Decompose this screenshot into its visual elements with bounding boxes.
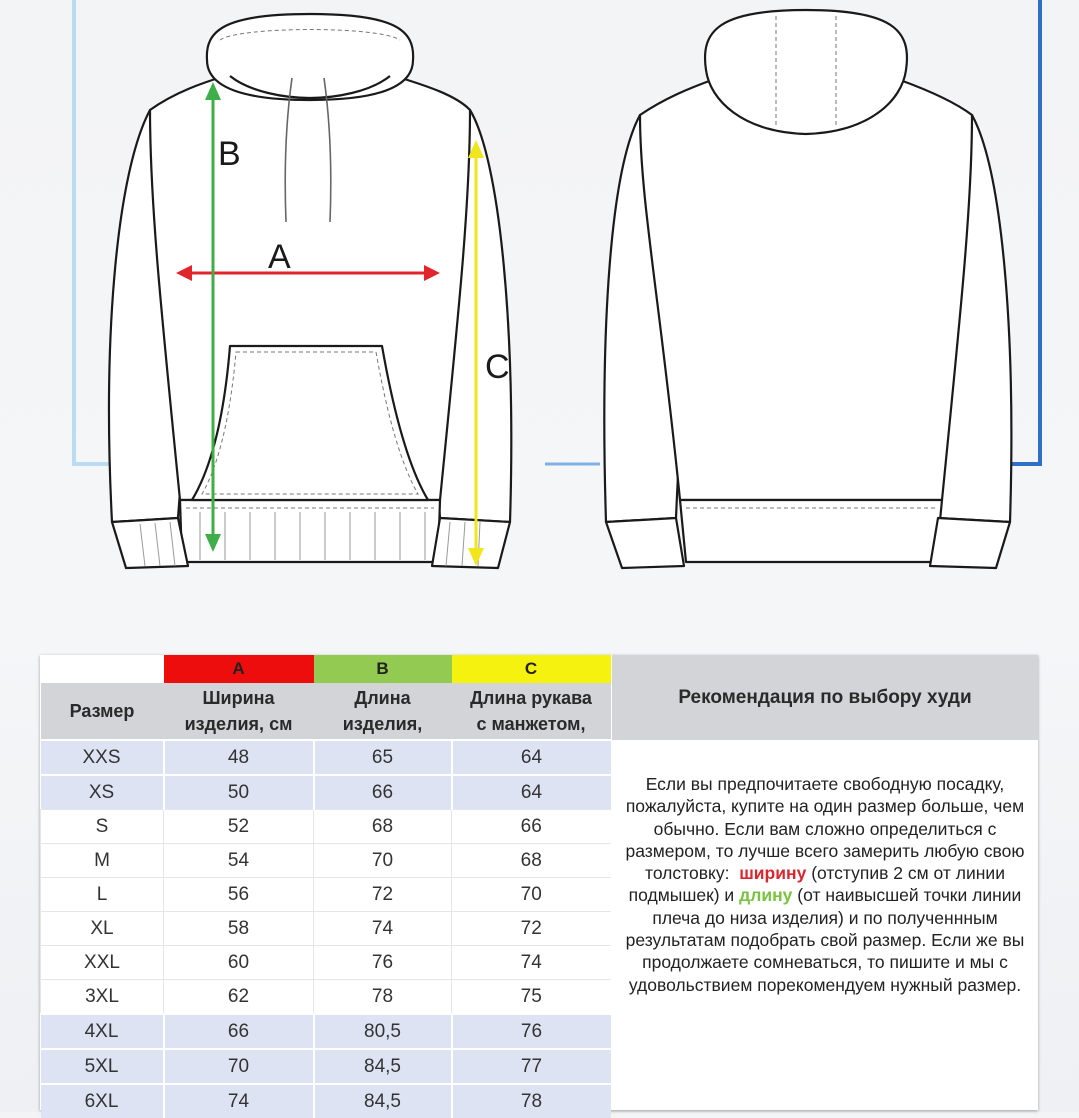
table-row: 4XL 66 80,5 76	[41, 1014, 611, 1049]
width-header: Ширина изделия, см	[164, 683, 314, 740]
table-row: 6XL 74 84,5 78	[41, 1084, 611, 1118]
hoodie-front	[109, 14, 511, 568]
length-highlight: длину	[739, 885, 793, 906]
table-row: M 54 70 68	[41, 844, 611, 878]
table-row: XL 58 74 72	[41, 912, 611, 946]
table-row: XXL 60 76 74	[41, 946, 611, 980]
recommendation-title: Рекомендация по выбору худи	[612, 655, 1038, 740]
letter-a-bar	[164, 655, 314, 683]
hoodie-back	[604, 10, 1011, 568]
recommendation-text: Если вы предпочитаете свободную посадку, пожалуйста, купите на один размер больше, чем обычно. Если вам сложно определиться с размером, то лучше всего замерить любую свою толстовку: ширину (отступив 2 см от линии подмышек) и длину (от наивысшей точки линии плеча до низа изделия) и по полученнным результатам подобрать свой размер. Если же вы продолжаете сомневаться, то пишите и мы с удовольствием порекомендуем нужный размер.	[625, 774, 1025, 995]
table-row: XS 50 66 64	[41, 775, 611, 810]
table-row: L 56 72 70	[41, 878, 611, 912]
measure-label-b: B	[218, 135, 241, 173]
sleeve-header: Длина рукава с манжетом,	[452, 683, 611, 740]
table-row: 5XL 70 84,5 77	[41, 1049, 611, 1084]
size-header: Размер	[41, 683, 164, 740]
width-highlight: ширину	[739, 863, 807, 884]
length-header: Длина изделия,	[314, 683, 452, 740]
corner-cell	[41, 655, 164, 683]
table-row: XXS 48 65 64	[41, 740, 611, 775]
size-chart	[40, 655, 1038, 1110]
table-row: S 52 68 66	[41, 810, 611, 844]
letter-a: A	[232, 659, 245, 678]
size-table	[40, 655, 611, 1118]
letter-c: C	[524, 659, 538, 678]
letter-b-bar	[314, 655, 452, 683]
measure-label-a: A	[268, 238, 291, 276]
table-row: 3XL 62 78 75	[41, 980, 611, 1015]
letter-c-bar	[452, 655, 611, 683]
letter-b: B	[376, 659, 389, 678]
measure-label-c: C	[485, 348, 510, 386]
